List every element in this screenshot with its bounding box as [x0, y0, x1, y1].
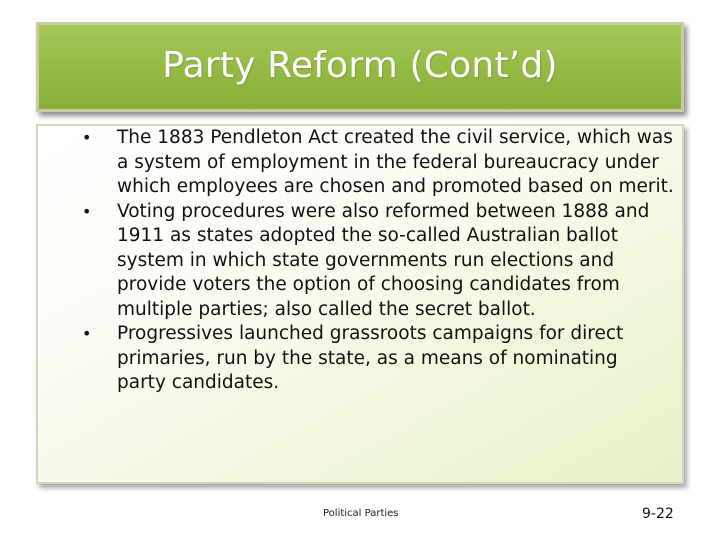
bullet-text: The 1883 Pendleton Act created the civil service, which was a system of employment in the federal bureaucracy under which employees are chosen and promoted based on merit. — [117, 127, 674, 197]
title-banner — [36, 22, 684, 112]
footer-label: Political Parties — [323, 508, 399, 519]
bullet-marker: • — [82, 128, 92, 147]
slide-title: Party Reform (Cont’d) — [162, 44, 558, 86]
bullet-text: Progressives launched grassroots campaigns for direct primaries, run by the state, as a means of nominating party candidates. — [117, 323, 624, 393]
bullet-marker: • — [82, 324, 92, 343]
content-panel — [36, 124, 684, 484]
bullet-marker: • — [82, 201, 92, 221]
bullet-item — [38, 126, 677, 200]
bullet-text: Voting procedures were also reformed between 1888 and 1911 as states adopted the so-called Australian ballot system in which state governments run elections and provide voters the option of choosing candidates from multiple parties; also called the secret ballot. — [117, 200, 650, 320]
bullet-item — [38, 322, 637, 396]
page-number: 9-22 — [642, 506, 674, 522]
bullet-list — [38, 126, 677, 396]
bullet-item — [38, 200, 677, 323]
